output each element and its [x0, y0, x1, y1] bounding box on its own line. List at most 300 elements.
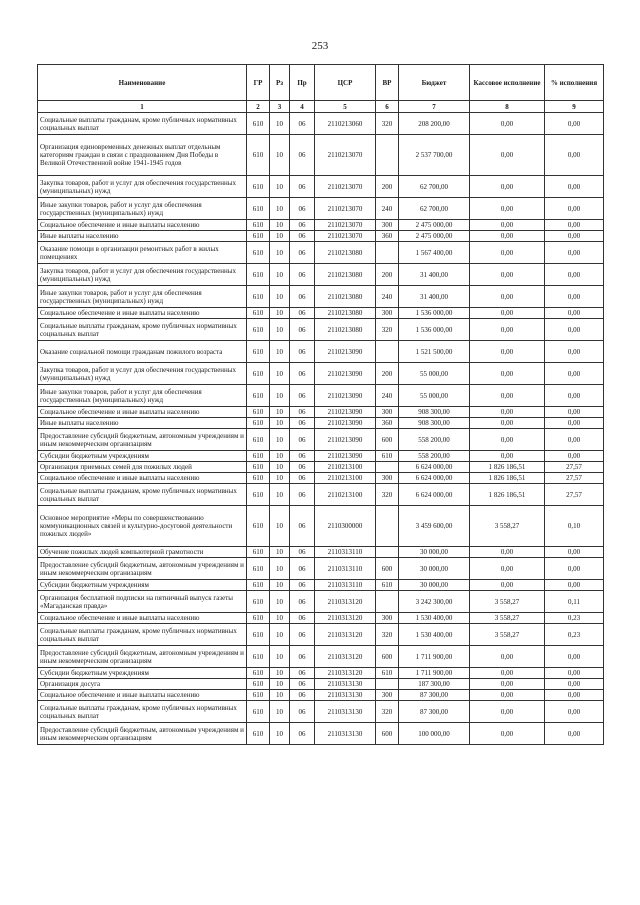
row-budget: 208 200,00 — [399, 113, 470, 135]
row-name: Предоставление субсидий бюджетным, автономным учреждениям и иным некоммерческим организациям — [38, 558, 247, 580]
row-name: Социальные выплаты гражданам, кроме публичных нормативных социальных выплат — [38, 701, 247, 723]
row-pr: 06 — [290, 418, 315, 429]
row-cash-execution: 1 826 186,51 — [470, 484, 545, 506]
row-pr: 06 — [290, 462, 315, 473]
table-row — [38, 113, 604, 135]
table-row — [38, 690, 604, 701]
table-row — [38, 341, 604, 363]
row-cash-execution: 0,00 — [470, 113, 545, 135]
row-pr: 06 — [290, 473, 315, 484]
row-gr: 610 — [247, 558, 270, 580]
row-percent-execution: 0,00 — [545, 308, 604, 319]
row-vr: 300 — [376, 473, 399, 484]
row-pr: 06 — [290, 580, 315, 591]
table-row — [38, 506, 604, 547]
row-name: Иные закупки товаров, работ и услуг для обеспечения государственных (муниципальных) нужд — [38, 198, 247, 220]
row-vr — [376, 591, 399, 613]
table-row — [38, 668, 604, 679]
header-budget: Бюджет — [399, 65, 470, 101]
row-gr: 610 — [247, 242, 270, 264]
row-pr: 06 — [290, 264, 315, 286]
row-csr: 2110313120 — [315, 668, 376, 679]
row-csr: 2110313110 — [315, 547, 376, 558]
row-rz: 10 — [270, 547, 290, 558]
row-csr: 2110213090 — [315, 407, 376, 418]
table-row — [38, 429, 604, 451]
row-cash-execution: 0,00 — [470, 407, 545, 418]
row-gr: 610 — [247, 135, 270, 176]
row-cash-execution: 0,00 — [470, 231, 545, 242]
row-percent-execution: 0,00 — [545, 264, 604, 286]
row-name: Социальные выплаты гражданам, кроме публичных нормативных социальных выплат — [38, 113, 247, 135]
row-pr: 06 — [290, 668, 315, 679]
row-gr: 610 — [247, 580, 270, 591]
header-percent-execution: % исполнения — [545, 65, 604, 101]
row-csr: 2110213100 — [315, 462, 376, 473]
row-csr: 2110213070 — [315, 198, 376, 220]
row-gr: 610 — [247, 624, 270, 646]
table-row — [38, 220, 604, 231]
row-csr: 2110213090 — [315, 385, 376, 407]
column-number: 6 — [376, 101, 399, 113]
row-gr: 610 — [247, 646, 270, 668]
row-cash-execution: 3 558,27 — [470, 591, 545, 613]
row-gr: 610 — [247, 407, 270, 418]
table-row — [38, 308, 604, 319]
row-cash-execution: 0,00 — [470, 547, 545, 558]
row-csr: 2110213070 — [315, 176, 376, 198]
row-cash-execution: 0,00 — [470, 363, 545, 385]
row-cash-execution: 0,00 — [470, 646, 545, 668]
row-vr: 360 — [376, 231, 399, 242]
row-percent-execution: 0,23 — [545, 613, 604, 624]
row-budget: 2 537 700,00 — [399, 135, 470, 176]
row-rz: 10 — [270, 473, 290, 484]
row-cash-execution: 0,00 — [470, 668, 545, 679]
row-pr: 06 — [290, 646, 315, 668]
row-rz: 10 — [270, 580, 290, 591]
row-budget: 908 300,00 — [399, 407, 470, 418]
row-cash-execution: 0,00 — [470, 220, 545, 231]
row-csr: 2110313110 — [315, 558, 376, 580]
row-rz: 10 — [270, 231, 290, 242]
row-rz: 10 — [270, 558, 290, 580]
row-budget: 30 000,00 — [399, 580, 470, 591]
row-percent-execution: 0,00 — [545, 451, 604, 462]
row-name: Социальные выплаты гражданам, кроме публичных нормативных социальных выплат — [38, 484, 247, 506]
column-number: 7 — [399, 101, 470, 113]
row-percent-execution: 0,11 — [545, 591, 604, 613]
row-name: Закупка товаров, работ и услуг для обеспечения государственных (муниципальных) нужд — [38, 264, 247, 286]
row-vr: 200 — [376, 264, 399, 286]
row-rz: 10 — [270, 462, 290, 473]
row-percent-execution: 0,00 — [545, 668, 604, 679]
row-cash-execution: 0,00 — [470, 418, 545, 429]
row-csr: 2110213070 — [315, 135, 376, 176]
table-row — [38, 484, 604, 506]
row-cash-execution: 0,00 — [470, 176, 545, 198]
row-csr: 2110313120 — [315, 646, 376, 668]
row-cash-execution: 0,00 — [470, 385, 545, 407]
table-row — [38, 231, 604, 242]
row-gr: 610 — [247, 679, 270, 690]
row-gr: 610 — [247, 462, 270, 473]
page-number: 253 — [311, 40, 329, 52]
row-name: Иные закупки товаров, работ и услуг для обеспечения государственных (муниципальных) нужд — [38, 385, 247, 407]
row-percent-execution: 0,00 — [545, 198, 604, 220]
row-name: Социальные выплаты гражданам, кроме публичных нормативных социальных выплат — [38, 319, 247, 341]
row-csr: 2110213060 — [315, 113, 376, 135]
row-name: Предоставление субсидий бюджетным, автономным учреждениям и иным некоммерческим организациям — [38, 723, 247, 745]
table-row — [38, 451, 604, 462]
row-budget: 558 200,00 — [399, 451, 470, 462]
row-cash-execution: 0,00 — [470, 701, 545, 723]
row-cash-execution: 1 826 186,51 — [470, 473, 545, 484]
row-pr: 06 — [290, 547, 315, 558]
row-pr: 06 — [290, 113, 315, 135]
row-percent-execution: 0,23 — [545, 624, 604, 646]
row-vr — [376, 242, 399, 264]
row-gr: 610 — [247, 451, 270, 462]
row-pr: 06 — [290, 308, 315, 319]
row-budget: 3 242 300,00 — [399, 591, 470, 613]
table-row — [38, 624, 604, 646]
row-rz: 10 — [270, 723, 290, 745]
column-number-row — [38, 101, 604, 113]
row-cash-execution: 0,00 — [470, 242, 545, 264]
row-rz: 10 — [270, 429, 290, 451]
row-rz: 10 — [270, 308, 290, 319]
row-vr: 300 — [376, 220, 399, 231]
row-csr: 2110213080 — [315, 264, 376, 286]
row-csr: 2110313130 — [315, 679, 376, 690]
row-vr: 240 — [376, 198, 399, 220]
row-gr: 610 — [247, 385, 270, 407]
row-csr: 2110213080 — [315, 286, 376, 308]
table-row — [38, 319, 604, 341]
header-pr: Пр — [290, 65, 315, 101]
row-gr: 610 — [247, 176, 270, 198]
row-vr: 600 — [376, 723, 399, 745]
table-row — [38, 286, 604, 308]
row-vr: 300 — [376, 308, 399, 319]
row-cash-execution: 3 558,27 — [470, 613, 545, 624]
column-number: 2 — [247, 101, 270, 113]
row-budget: 2 475 000,00 — [399, 220, 470, 231]
row-csr: 2110213070 — [315, 231, 376, 242]
row-percent-execution: 0,00 — [545, 231, 604, 242]
row-csr: 2110213080 — [315, 319, 376, 341]
row-csr: 2110313110 — [315, 580, 376, 591]
row-vr — [376, 341, 399, 363]
row-cash-execution: 0,00 — [470, 558, 545, 580]
row-csr: 2110313120 — [315, 591, 376, 613]
row-budget: 31 400,00 — [399, 264, 470, 286]
row-rz: 10 — [270, 135, 290, 176]
row-csr: 2110213090 — [315, 341, 376, 363]
row-percent-execution: 0,00 — [545, 176, 604, 198]
row-csr: 2110213080 — [315, 308, 376, 319]
row-cash-execution: 0,00 — [470, 341, 545, 363]
row-cash-execution: 0,00 — [470, 135, 545, 176]
row-vr: 600 — [376, 558, 399, 580]
row-name: Социальное обеспечение и иные выплаты населению — [38, 220, 247, 231]
row-pr: 06 — [290, 723, 315, 745]
row-percent-execution: 0,00 — [545, 286, 604, 308]
column-number: 5 — [315, 101, 376, 113]
row-budget: 1 711 900,00 — [399, 646, 470, 668]
header-gr: ГР — [247, 65, 270, 101]
row-cash-execution: 0,00 — [470, 264, 545, 286]
row-vr: 610 — [376, 580, 399, 591]
row-percent-execution: 0,00 — [545, 558, 604, 580]
row-pr: 06 — [290, 286, 315, 308]
row-name: Обучение пожилых людей компьютерной грамотности — [38, 547, 247, 558]
row-percent-execution: 27,57 — [545, 462, 604, 473]
row-budget: 62 700,00 — [399, 198, 470, 220]
row-vr: 610 — [376, 451, 399, 462]
row-percent-execution: 0,00 — [545, 429, 604, 451]
row-rz: 10 — [270, 418, 290, 429]
row-rz: 10 — [270, 286, 290, 308]
row-percent-execution: 0,00 — [545, 407, 604, 418]
table-row — [38, 264, 604, 286]
row-name: Социальное обеспечение и иные выплаты населению — [38, 613, 247, 624]
row-budget: 187 300,00 — [399, 679, 470, 690]
row-gr: 610 — [247, 701, 270, 723]
row-pr: 06 — [290, 558, 315, 580]
table-header-row — [38, 65, 604, 101]
table-row — [38, 418, 604, 429]
row-budget: 30 000,00 — [399, 558, 470, 580]
table-row — [38, 613, 604, 624]
row-cash-execution: 3 558,27 — [470, 624, 545, 646]
row-gr: 610 — [247, 363, 270, 385]
row-gr: 610 — [247, 264, 270, 286]
row-gr: 610 — [247, 723, 270, 745]
row-name: Социальное обеспечение и иные выплаты населению — [38, 473, 247, 484]
row-vr: 610 — [376, 668, 399, 679]
row-rz: 10 — [270, 701, 290, 723]
row-percent-execution: 0,00 — [545, 679, 604, 690]
row-vr: 600 — [376, 646, 399, 668]
table-row — [38, 462, 604, 473]
row-rz: 10 — [270, 319, 290, 341]
row-budget: 1 536 000,00 — [399, 308, 470, 319]
row-vr: 300 — [376, 613, 399, 624]
row-csr: 2110313120 — [315, 624, 376, 646]
row-name: Организация досуга — [38, 679, 247, 690]
header-csr: ЦСР — [315, 65, 376, 101]
row-budget: 1 521 500,00 — [399, 341, 470, 363]
table-row — [38, 363, 604, 385]
row-name: Субсидии бюджетным учреждениям — [38, 668, 247, 679]
column-number: 8 — [470, 101, 545, 113]
row-pr: 06 — [290, 484, 315, 506]
row-rz: 10 — [270, 363, 290, 385]
row-budget: 1 711 900,00 — [399, 668, 470, 679]
row-gr: 610 — [247, 113, 270, 135]
row-vr: 360 — [376, 418, 399, 429]
row-rz: 10 — [270, 668, 290, 679]
row-name: Закупка товаров, работ и услуг для обеспечения государственных (муниципальных) нужд — [38, 176, 247, 198]
row-csr: 2110213100 — [315, 473, 376, 484]
row-rz: 10 — [270, 242, 290, 264]
row-vr: 240 — [376, 385, 399, 407]
row-budget: 1 567 400,00 — [399, 242, 470, 264]
row-rz: 10 — [270, 506, 290, 547]
table-row — [38, 701, 604, 723]
row-name: Оказание социальной помощи гражданам пожилого возраста — [38, 341, 247, 363]
row-name: Иные закупки товаров, работ и услуг для обеспечения государственных (муниципальных) нужд — [38, 286, 247, 308]
row-gr: 610 — [247, 319, 270, 341]
row-csr: 2110213080 — [315, 242, 376, 264]
row-budget: 1 536 000,00 — [399, 319, 470, 341]
row-gr: 610 — [247, 308, 270, 319]
row-vr: 600 — [376, 429, 399, 451]
row-name: Оказание помощи в организации ремонтных работ в жилых помещениях — [38, 242, 247, 264]
column-number: 1 — [38, 101, 247, 113]
row-percent-execution: 0,00 — [545, 547, 604, 558]
row-pr: 06 — [290, 135, 315, 176]
row-percent-execution: 0,00 — [545, 690, 604, 701]
row-budget: 55 000,00 — [399, 363, 470, 385]
row-vr: 320 — [376, 701, 399, 723]
row-name: Социальное обеспечение и иные выплаты населению — [38, 407, 247, 418]
row-budget: 1 530 400,00 — [399, 624, 470, 646]
row-pr: 06 — [290, 679, 315, 690]
row-pr: 06 — [290, 613, 315, 624]
row-cash-execution: 0,00 — [470, 319, 545, 341]
row-gr: 610 — [247, 429, 270, 451]
table-row — [38, 407, 604, 418]
row-name: Предоставление субсидий бюджетным, автономным учреждениям и иным некоммерческим организациям — [38, 646, 247, 668]
row-gr: 610 — [247, 473, 270, 484]
row-rz: 10 — [270, 646, 290, 668]
row-vr — [376, 547, 399, 558]
header-rz: Рз — [270, 65, 290, 101]
row-cash-execution: 3 558,27 — [470, 506, 545, 547]
row-pr: 06 — [290, 506, 315, 547]
row-rz: 10 — [270, 220, 290, 231]
row-vr — [376, 506, 399, 547]
row-rz: 10 — [270, 484, 290, 506]
row-gr: 610 — [247, 613, 270, 624]
row-rz: 10 — [270, 113, 290, 135]
row-rz: 10 — [270, 690, 290, 701]
row-rz: 10 — [270, 341, 290, 363]
row-csr: 2110313130 — [315, 690, 376, 701]
table-row — [38, 646, 604, 668]
row-gr: 610 — [247, 198, 270, 220]
row-pr: 06 — [290, 220, 315, 231]
row-name: Социальное обеспечение и иные выплаты населению — [38, 308, 247, 319]
row-pr: 06 — [290, 701, 315, 723]
row-pr: 06 — [290, 451, 315, 462]
table-row — [38, 135, 604, 176]
row-csr: 2110300000 — [315, 506, 376, 547]
row-budget: 100 000,00 — [399, 723, 470, 745]
row-name: Иные выплаты населению — [38, 231, 247, 242]
column-number: 3 — [270, 101, 290, 113]
table-row — [38, 473, 604, 484]
row-pr: 06 — [290, 341, 315, 363]
row-vr: 200 — [376, 176, 399, 198]
table-row — [38, 580, 604, 591]
row-cash-execution: 0,00 — [470, 286, 545, 308]
row-rz: 10 — [270, 624, 290, 646]
row-vr: 320 — [376, 113, 399, 135]
row-name: Организация приемных семей для пожилых людей — [38, 462, 247, 473]
row-rz: 10 — [270, 407, 290, 418]
header-cash-execution: Кассовое исполнение — [470, 65, 545, 101]
row-percent-execution: 0,00 — [545, 701, 604, 723]
row-percent-execution: 0,00 — [545, 385, 604, 407]
row-gr: 610 — [247, 690, 270, 701]
row-budget: 2 475 000,00 — [399, 231, 470, 242]
row-name: Закупка товаров, работ и услуг для обеспечения государственных (муниципальных) нужд — [38, 363, 247, 385]
row-pr: 06 — [290, 591, 315, 613]
row-cash-execution: 0,00 — [470, 198, 545, 220]
row-gr: 610 — [247, 418, 270, 429]
row-budget: 6 624 000,00 — [399, 462, 470, 473]
row-pr: 06 — [290, 363, 315, 385]
row-percent-execution: 0,10 — [545, 506, 604, 547]
row-vr: 240 — [376, 286, 399, 308]
row-rz: 10 — [270, 385, 290, 407]
row-budget: 87 300,00 — [399, 701, 470, 723]
row-pr: 06 — [290, 407, 315, 418]
row-budget: 31 400,00 — [399, 286, 470, 308]
row-vr — [376, 135, 399, 176]
row-gr: 610 — [247, 231, 270, 242]
row-cash-execution: 0,00 — [470, 308, 545, 319]
row-gr: 610 — [247, 341, 270, 363]
row-vr: 200 — [376, 363, 399, 385]
row-pr: 06 — [290, 242, 315, 264]
header-name: Наименование — [38, 65, 247, 101]
row-budget: 6 624 000,00 — [399, 484, 470, 506]
row-name: Социальные выплаты гражданам, кроме публичных нормативных социальных выплат — [38, 624, 247, 646]
row-budget: 6 624 000,00 — [399, 473, 470, 484]
row-name: Субсидии бюджетным учреждениям — [38, 580, 247, 591]
row-csr: 2110313120 — [315, 613, 376, 624]
table-row — [38, 723, 604, 745]
row-vr — [376, 462, 399, 473]
row-name: Иные выплаты населению — [38, 418, 247, 429]
table-row — [38, 242, 604, 264]
row-pr: 06 — [290, 176, 315, 198]
row-csr: 2110213090 — [315, 363, 376, 385]
row-csr: 2110213090 — [315, 418, 376, 429]
row-budget: 1 530 400,00 — [399, 613, 470, 624]
row-gr: 610 — [247, 506, 270, 547]
row-name: Организация бесплатной подписки на пятничный выпуск газеты «Магаданская правда» — [38, 591, 247, 613]
row-budget: 87 300,00 — [399, 690, 470, 701]
row-pr: 06 — [290, 385, 315, 407]
row-rz: 10 — [270, 264, 290, 286]
row-csr: 2110213090 — [315, 429, 376, 451]
row-percent-execution: 0,00 — [545, 418, 604, 429]
row-pr: 06 — [290, 624, 315, 646]
table-row — [38, 547, 604, 558]
table-row — [38, 558, 604, 580]
row-pr: 06 — [290, 231, 315, 242]
row-budget: 62 700,00 — [399, 176, 470, 198]
row-percent-execution: 0,00 — [545, 113, 604, 135]
row-percent-execution: 0,00 — [545, 363, 604, 385]
row-percent-execution: 0,00 — [545, 723, 604, 745]
